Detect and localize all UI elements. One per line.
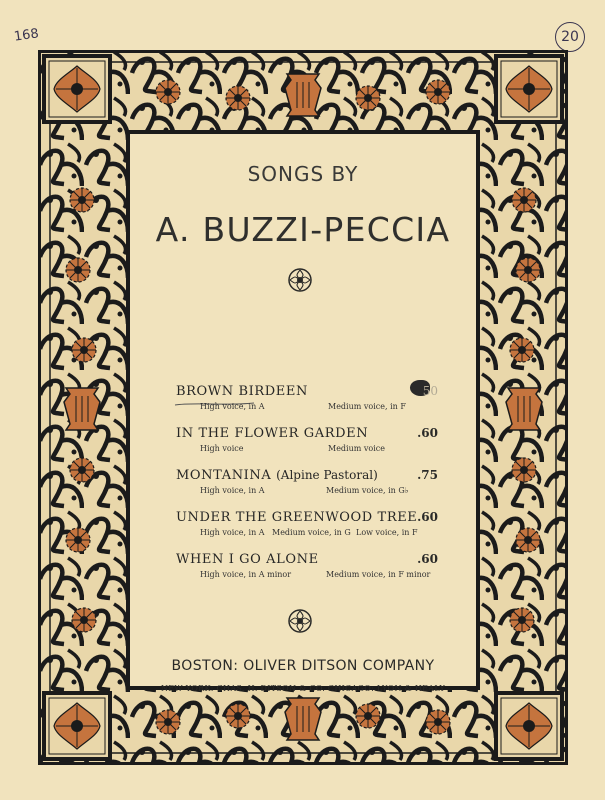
- song-price: .60: [417, 510, 438, 524]
- voice-option: High voice: [200, 444, 244, 453]
- song-price: .60: [417, 426, 438, 440]
- pencil-note-left: 168: [13, 26, 40, 45]
- song-price: .75: [417, 468, 438, 482]
- song-title: UNDER THE GREENWOOD TREE: [176, 510, 418, 525]
- voice-option: High voice, in A minor: [200, 570, 292, 579]
- composer-name: A. BUZZI-PECCIA: [155, 210, 451, 249]
- publisher-name: BOSTON: OLIVER DITSON COMPANY: [171, 658, 435, 674]
- song-price: 50: [422, 384, 438, 398]
- song-title: IN THE FLOWER GARDEN: [176, 426, 369, 441]
- song-title: [176, 468, 378, 483]
- voice-option: Medium voice, in F minor: [326, 570, 431, 579]
- song-price: .60: [417, 552, 438, 566]
- title-panel: [140, 142, 466, 693]
- sheet-music-cover: [38, 50, 568, 765]
- voice-option: High voice, in A: [200, 486, 265, 495]
- song-title-main: MONTANINA: [176, 468, 272, 483]
- pencil-note-circled: 20: [555, 22, 585, 52]
- voice-option: Medium voice, in F: [328, 402, 406, 411]
- voice-option: Medium voice, in G: [272, 528, 351, 537]
- rosette-ornament: [287, 267, 313, 293]
- voice-option: High voice, in A: [200, 402, 265, 411]
- voice-option: Low voice, in F: [356, 528, 418, 537]
- song-subtitle: (Alpine Pastoral): [276, 468, 378, 482]
- rosette-ornament: [287, 608, 313, 634]
- heading: SONGS BY: [247, 162, 359, 186]
- publisher-branches: NEW YORK: CHAS. H. DITSON & CO. CHICAGO: LYON & HEALY: [160, 684, 446, 693]
- voice-option: Medium voice: [328, 444, 385, 453]
- voice-option: Medium voice, in G♭: [326, 486, 409, 495]
- voice-option: High voice, in A: [200, 528, 265, 537]
- song-title: WHEN I GO ALONE: [176, 552, 319, 567]
- song-title: BROWN BIRDEEN: [176, 384, 308, 399]
